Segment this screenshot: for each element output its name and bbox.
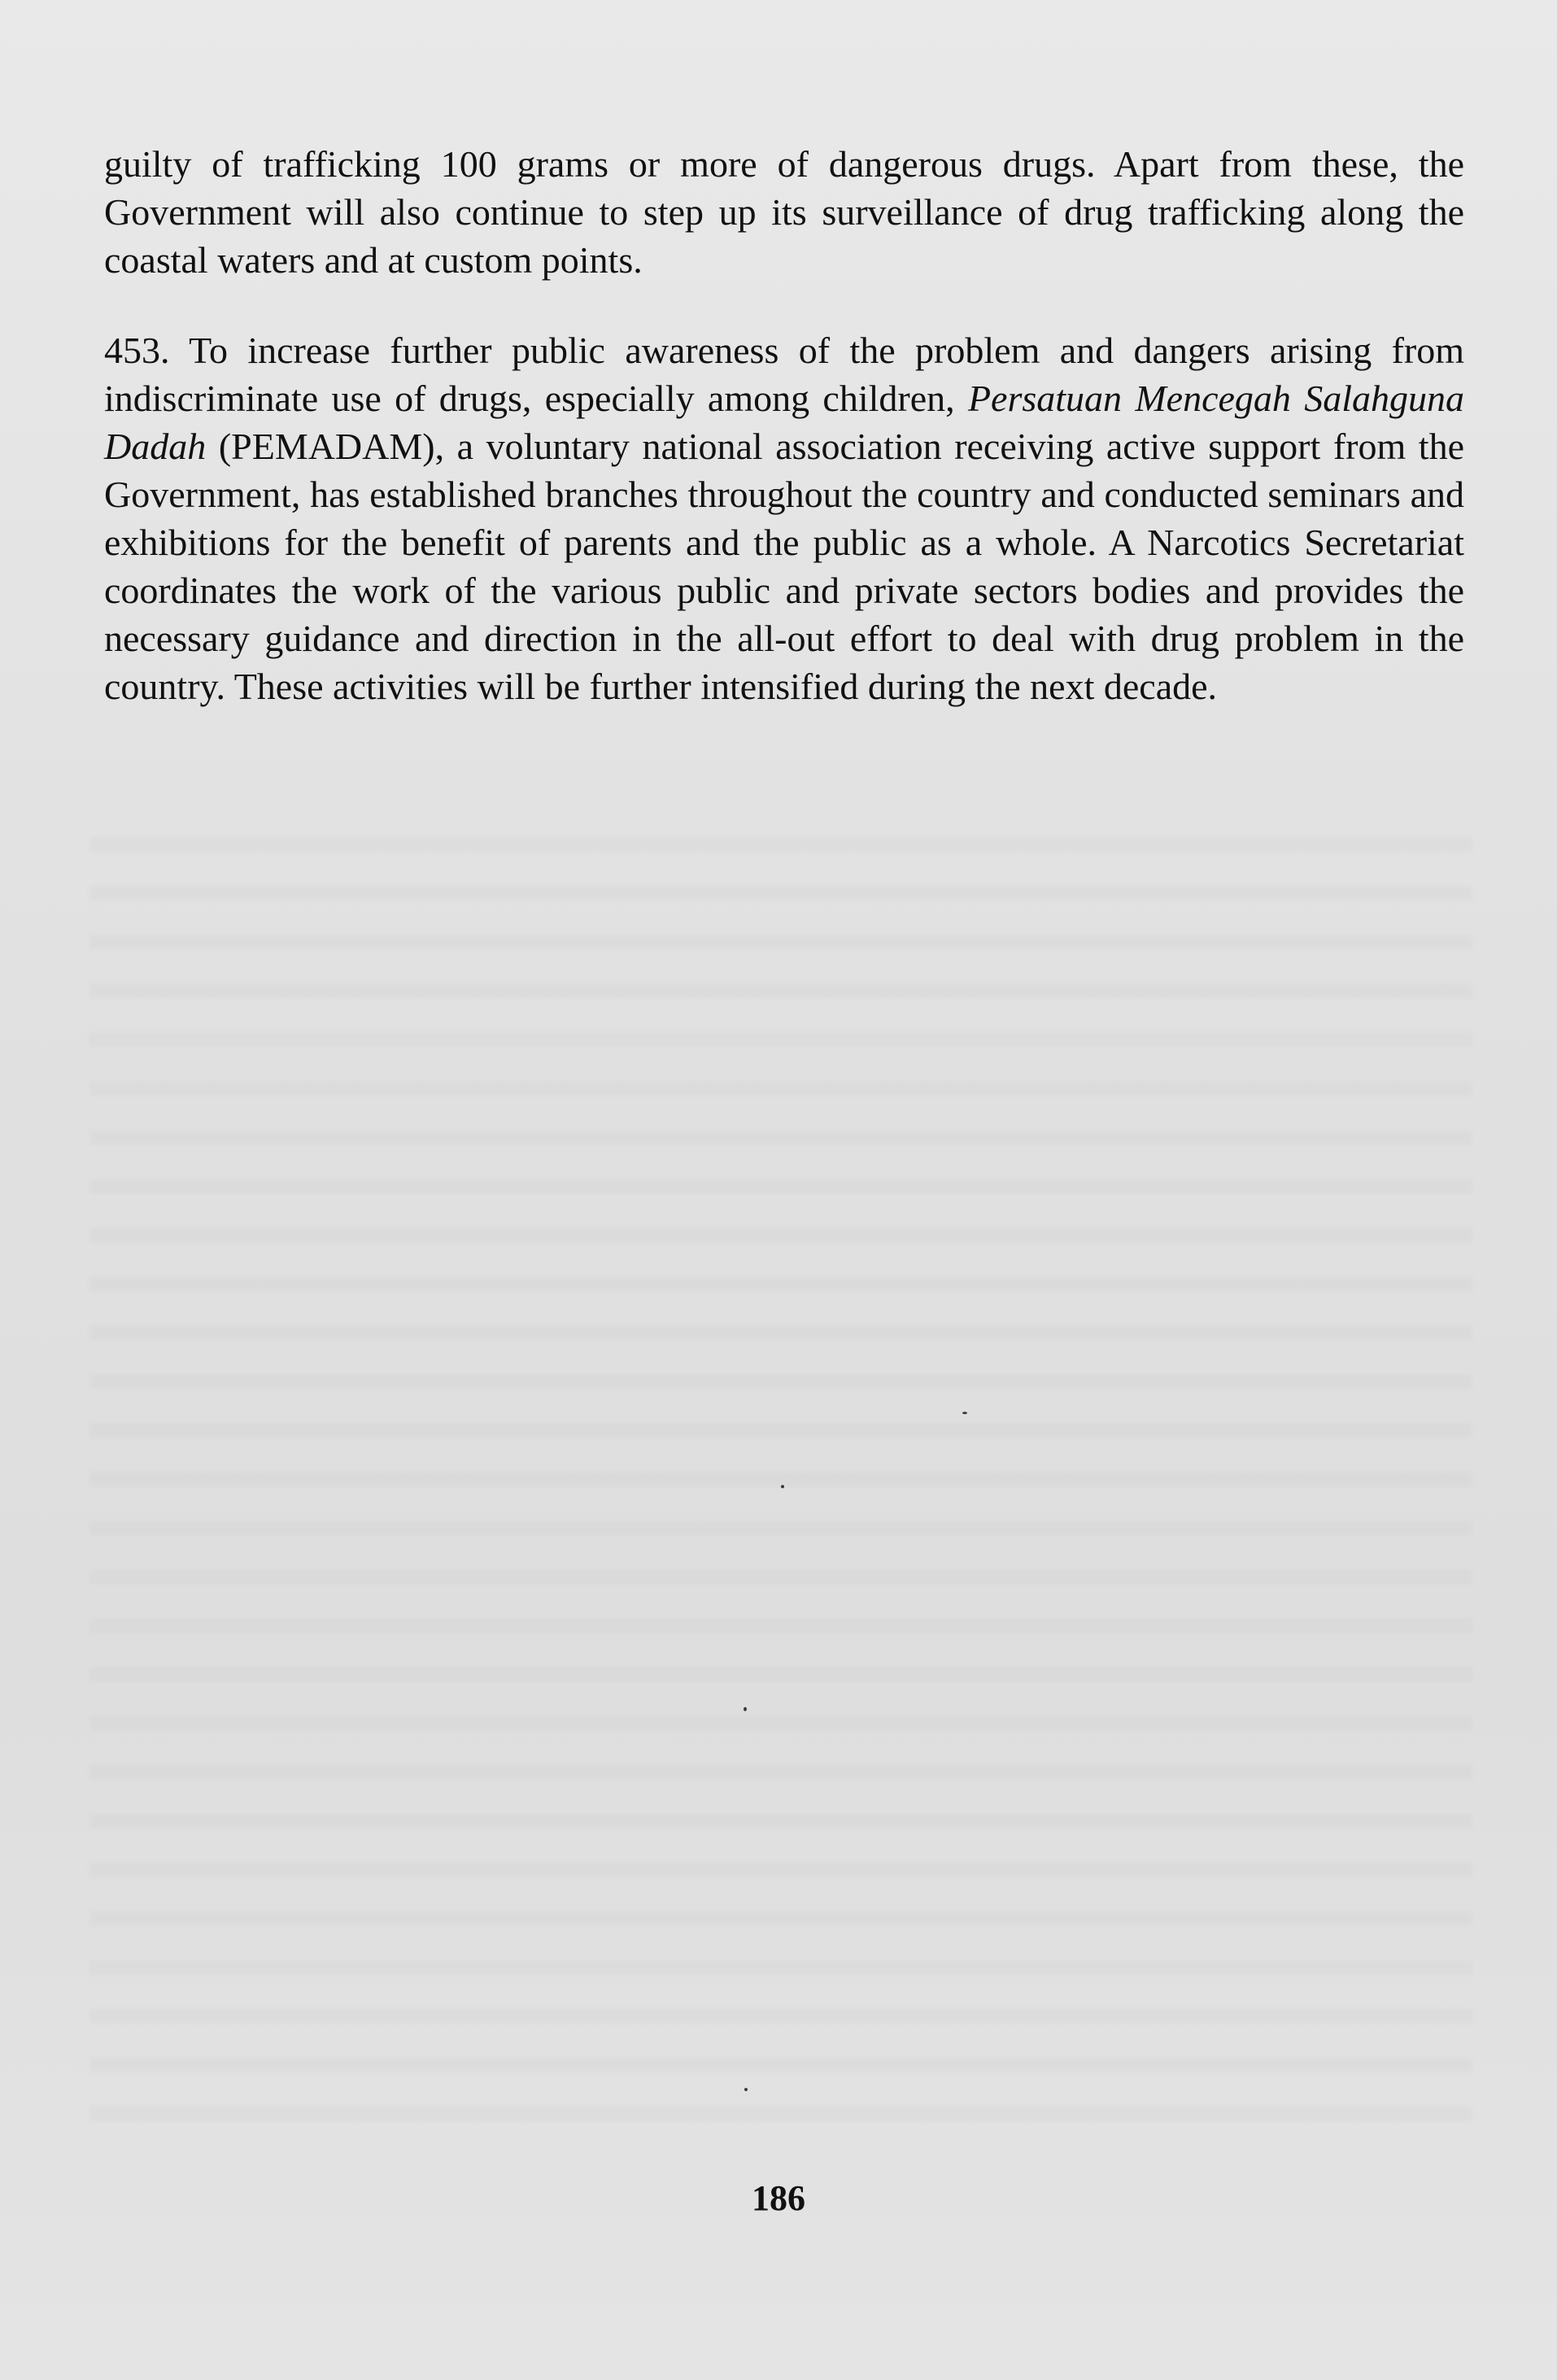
ink-speck [962, 1412, 967, 1414]
ink-speck [744, 1707, 747, 1711]
paragraph-continuation: guilty of trafficking 100 grams or more of dangerous drugs. Apart from these, the Government will also continue to step up its surveillance of drug trafficking along the coastal waters and at custom points. [104, 143, 1464, 281]
paragraph-453 [104, 326, 1464, 710]
ink-speck [781, 1485, 784, 1488]
ink-speck [744, 2088, 748, 2091]
page-number: 186 [752, 2178, 805, 2218]
body-text [104, 140, 1464, 710]
paragraph-text-start: To increase further public awareness of the problem and dangers arising from indiscriminate use of drugs, especially among children, [104, 330, 1465, 419]
organization-name-italic: Persatuan Mencegah Salahguna Dadah [104, 378, 1465, 467]
paragraph-text-end: (PEMADAM), a voluntary national association receiving active support from the Government, has established branches throughout the country and conducted seminars and exhibitions for the benefit of parents and the public as a whole. A Narcotics Secretariat coordinates the work of the various public and private sectors bodies and provides the necessary guidance and direction in the all-out effort to deal with drug problem in the country. These activities will be further intensified during the next decade. [104, 426, 1465, 707]
paragraph-number: 453. [104, 330, 170, 371]
